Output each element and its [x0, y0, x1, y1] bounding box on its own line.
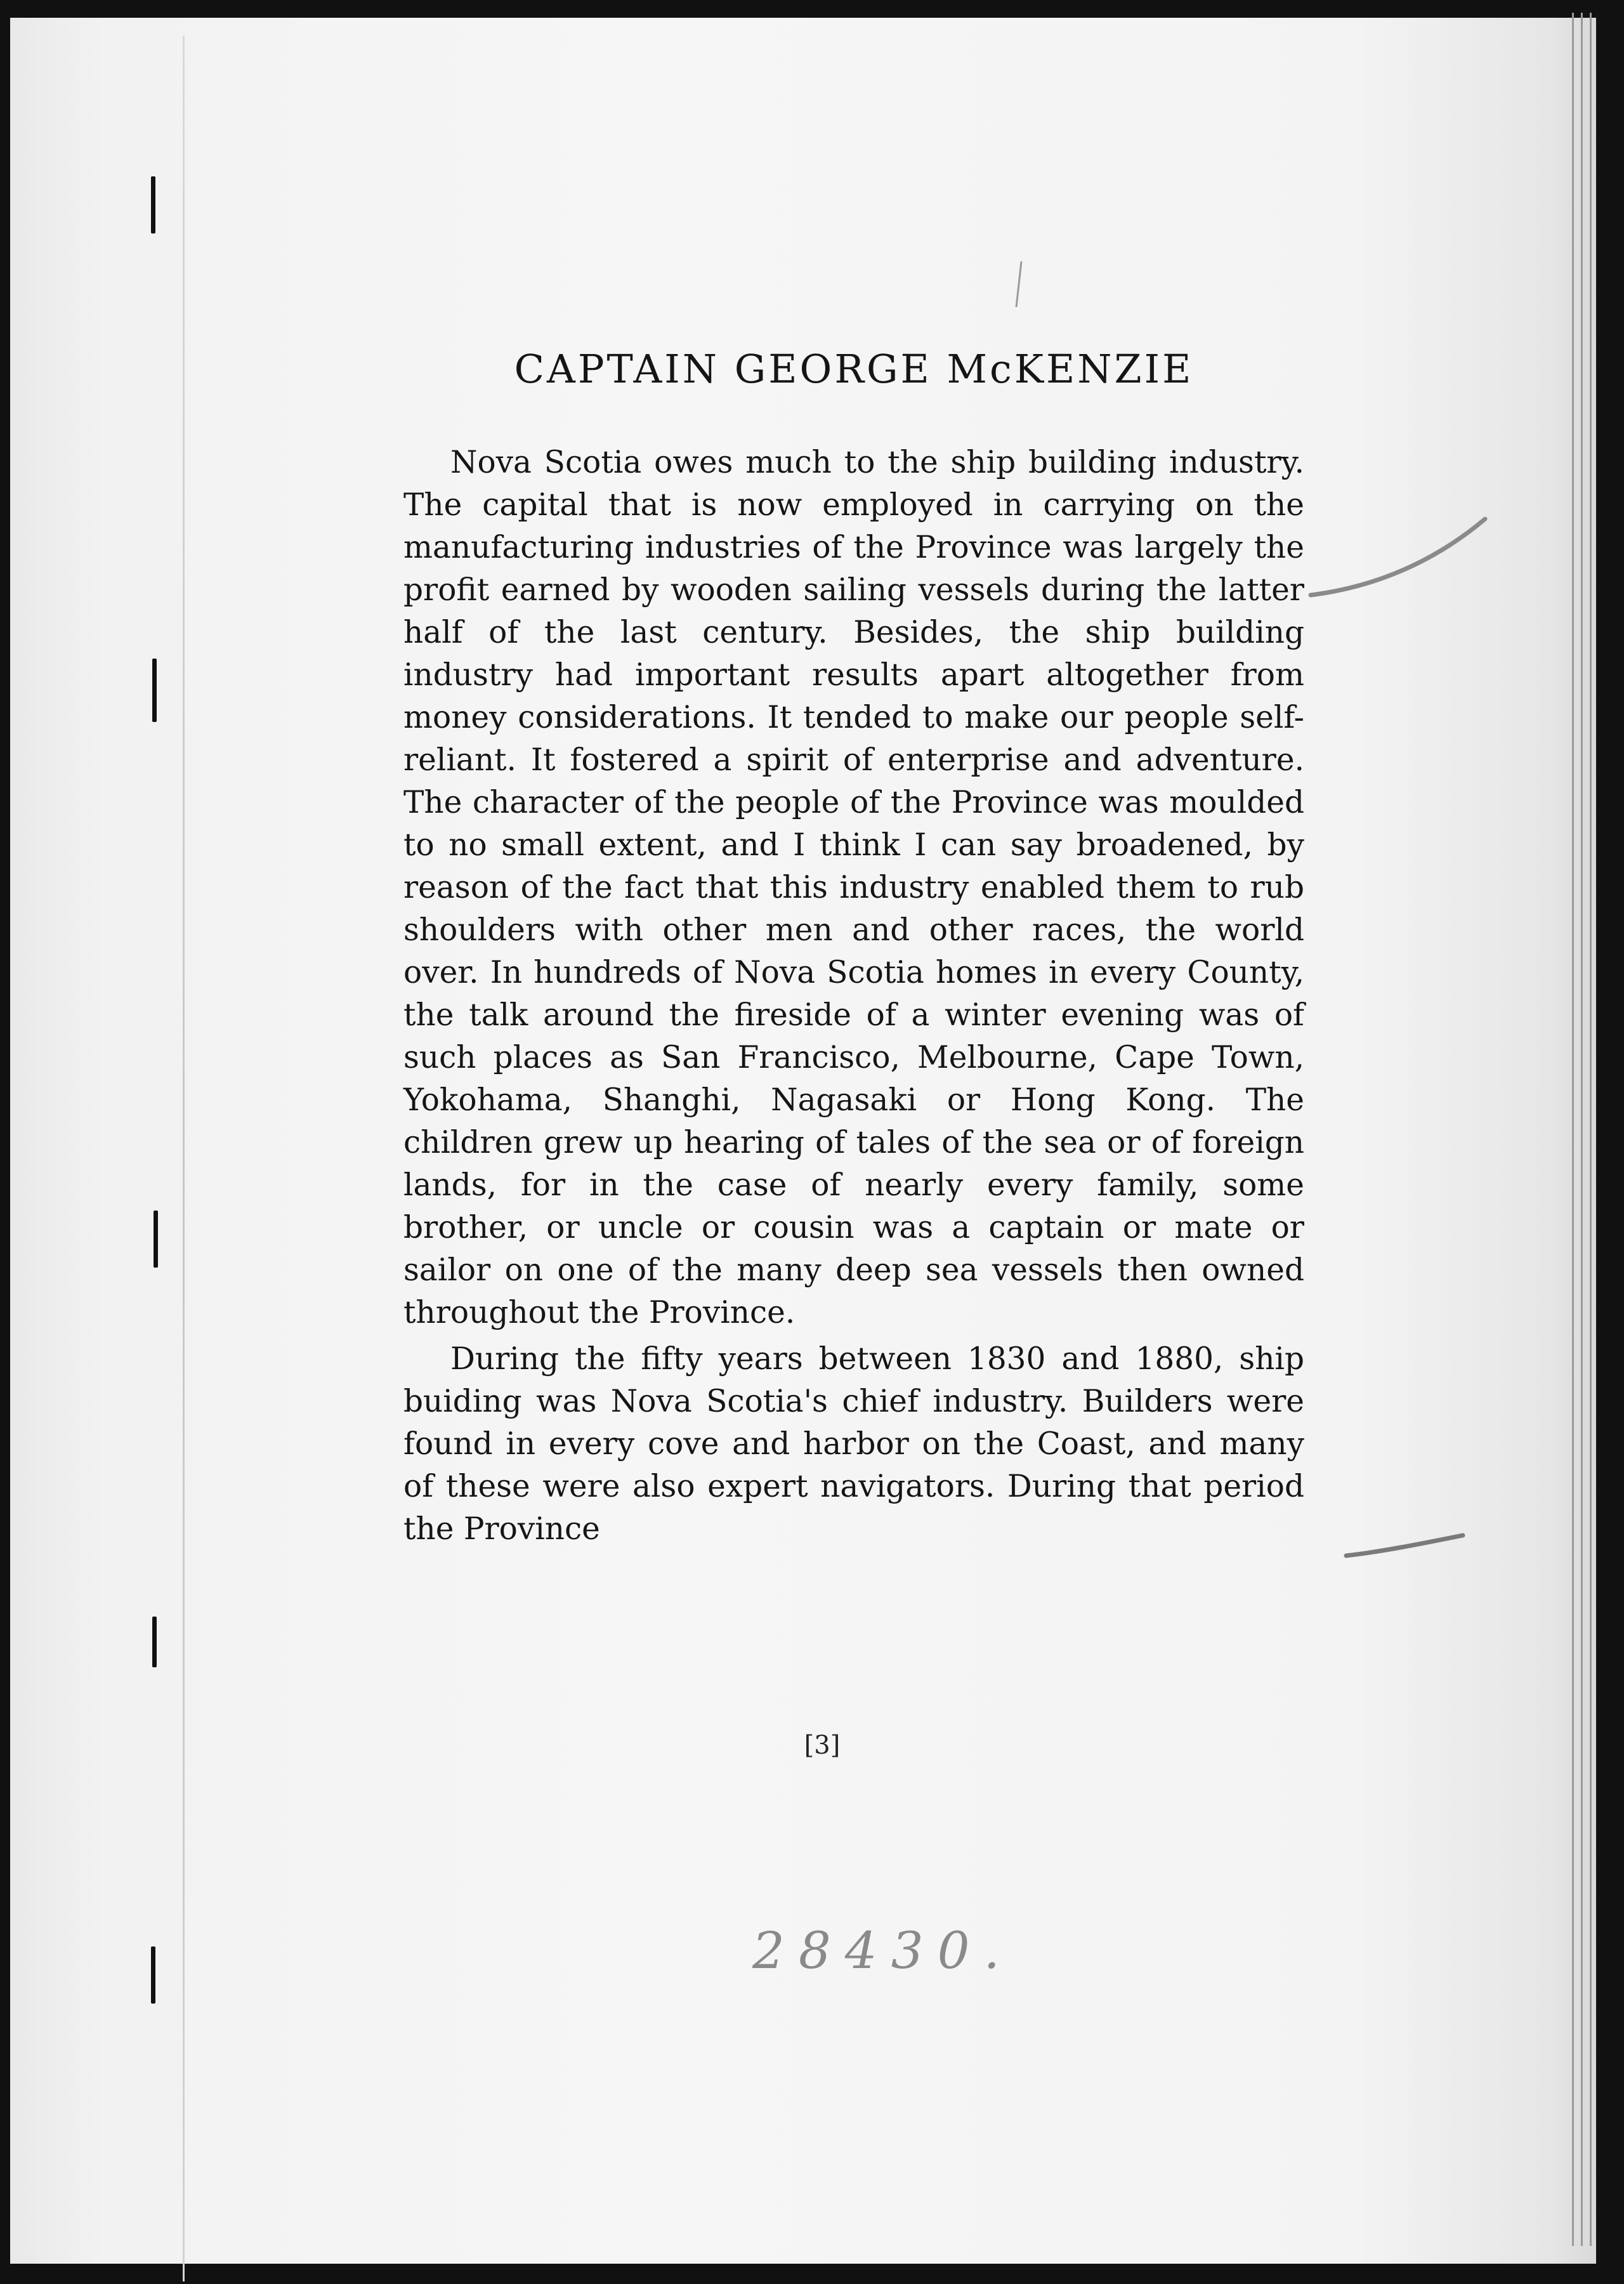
pencil-margin-mark [1342, 1528, 1469, 1566]
page-edge [1590, 13, 1592, 2246]
chapter-title: CAPTAIN GEORGE McKENZIE [514, 346, 1194, 392]
binding-mark [151, 176, 155, 233]
page-edge [1572, 13, 1574, 2246]
body-paragraph: Nova Scotia owes much to the ship building industry. The capital that is now employed in carrying on the manufacturing industries of the Province was largely the profit earned by wooden sailing vessels during the latter half of the last century. Besides, the ship building industry had important results apart altogether from money considerations. It tended to make our people self-reliant. It fostered a spirit of enterprise and adventure. The character of the people of the Province was moulded to no small extent, and I think I can say broadened, by reason of the fact that this industry enabled them to rub shoulders with other men and other races, the world over. In hundreds of Nova Scotia homes in every County, the talk around the fireside of a winter evening was of such places as San Francisco, Melbourne, Cape Town, Yokohama, Shanghi, Nagasaki or Hong Kong. The children grew up hearing of tales of the sea or of foreign lands, for in the case of nearly every family, some brother, or uncle or cousin was a captain or mate or sailor on one of the many deep sea vessels then owned throughout the Province. [403, 445, 1304, 1331]
page-number: [3] [804, 1731, 841, 1760]
page-gutter-line [183, 36, 185, 2281]
body-paragraph: During the fifty years between 1830 and 1880, ship buiding was Nova Scotia's chief industry. Builders were found in every cove and harbor on the Coast, and many of these were also expert navigators. During that period the Province [403, 1341, 1304, 1547]
scan-speck [1413, 4, 1418, 13]
binding-mark [152, 659, 157, 722]
pencil-tick-mark [1012, 259, 1025, 310]
pencil-margin-mark [1304, 513, 1495, 608]
text-block [403, 348, 1304, 1551]
book-page [10, 18, 1596, 2264]
binding-mark [152, 1617, 157, 1667]
binding-mark [154, 1211, 158, 1268]
page-edge [1581, 13, 1583, 2246]
handwritten-accession-number: 28430. [752, 1921, 1014, 1980]
binding-mark [151, 1946, 155, 2004]
